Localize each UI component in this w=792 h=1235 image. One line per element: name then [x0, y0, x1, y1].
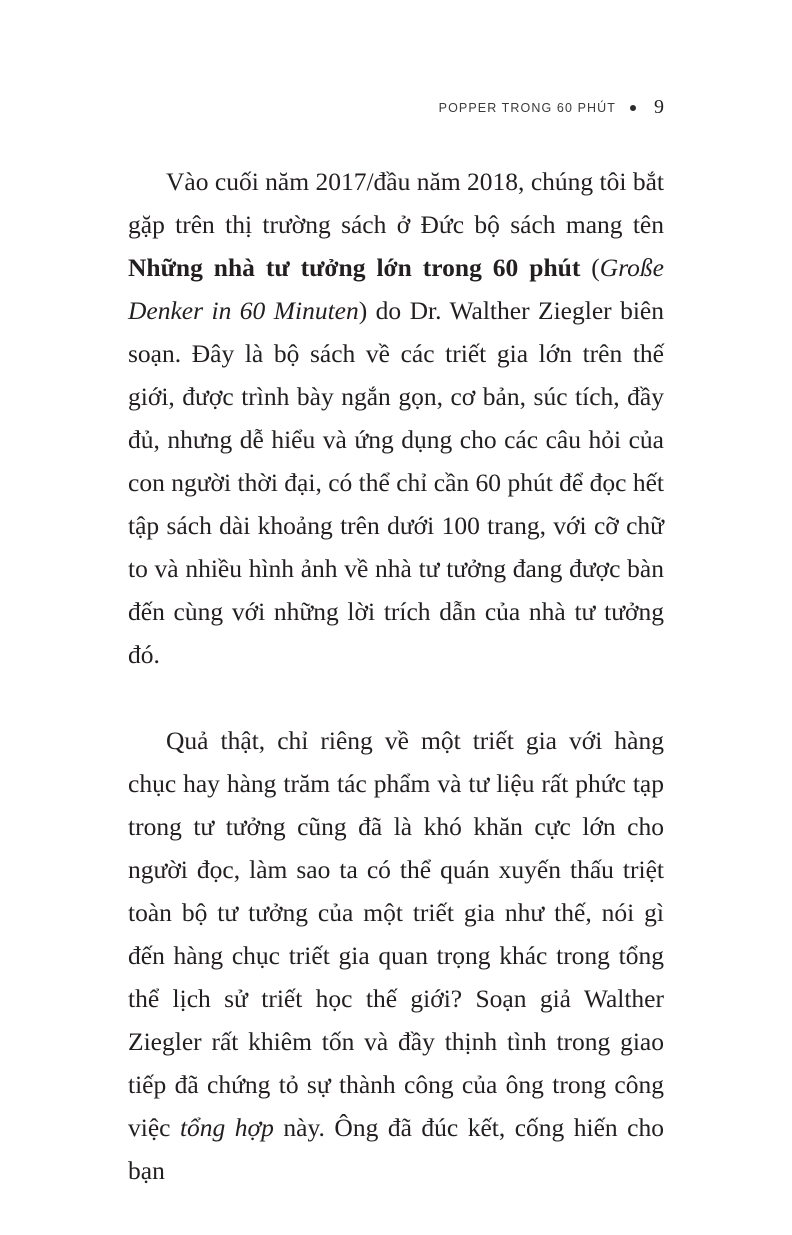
body-text [128, 160, 664, 1235]
text-run: ) do Dr. Walther Ziegler biên soạn. Đây là bộ sách về các triết gia lớn trên thế giới, được trình bày ngắn gọn, cơ bản, súc tích, đầy đủ, nhưng dễ hiểu và ứng dụng cho các câu hỏi của con người thời đại, có thể chỉ cần 60 phút để đọc hết tập sách dài khoảng trên dưới 100 trang, với cỡ chữ to và nhiều hình ảnh về nhà tư tưởng đang được bàn đến cùng với những lời trích dẫn của nhà tư tưởng đó. [128, 296, 664, 669]
italic-text: Große Denker in 60 Minuten [128, 253, 664, 325]
bold-text: Những nhà tư tưởng lớn trong 60 phút [128, 253, 581, 282]
text-run: Quả thật, chỉ riêng về một triết gia với hàng chục hay hàng trăm tác phẩm và tư liệu rất phức tạp trong tư tưởng cũng đã là khó khăn cực lớn cho người đọc, làm sao ta có thể quán xuyến thấu triệt toàn bộ tư tưởng của một triết gia như thế, nói gì đến hàng chục triết gia quan trọng khác trong tổng thể lịch sử triết học thế giới? Soạn giả Walther Ziegler rất khiêm tốn và đầy thịnh tình trong giao tiếp đã chứng tỏ sự thành công của ông trong công việc [128, 726, 664, 1142]
bullet-dot-icon [630, 105, 636, 111]
paragraph [128, 719, 664, 1235]
paragraph [128, 160, 664, 719]
text-run: ( [580, 253, 600, 282]
text-run: này. Ông đã đúc kết, cống hiến cho bạn [128, 1113, 664, 1185]
running-head [128, 96, 664, 119]
page-number: 9 [654, 96, 664, 118]
italic-text: tổng hợp [179, 1113, 274, 1142]
running-head-title: POPPER TRONG 60 PHÚT [438, 100, 616, 115]
text-run: Vào cuối năm 2017/đầu năm 2018, chúng tôi bắt gặp trên thị trường sách ở Đức bộ sách mang tên [128, 167, 664, 239]
